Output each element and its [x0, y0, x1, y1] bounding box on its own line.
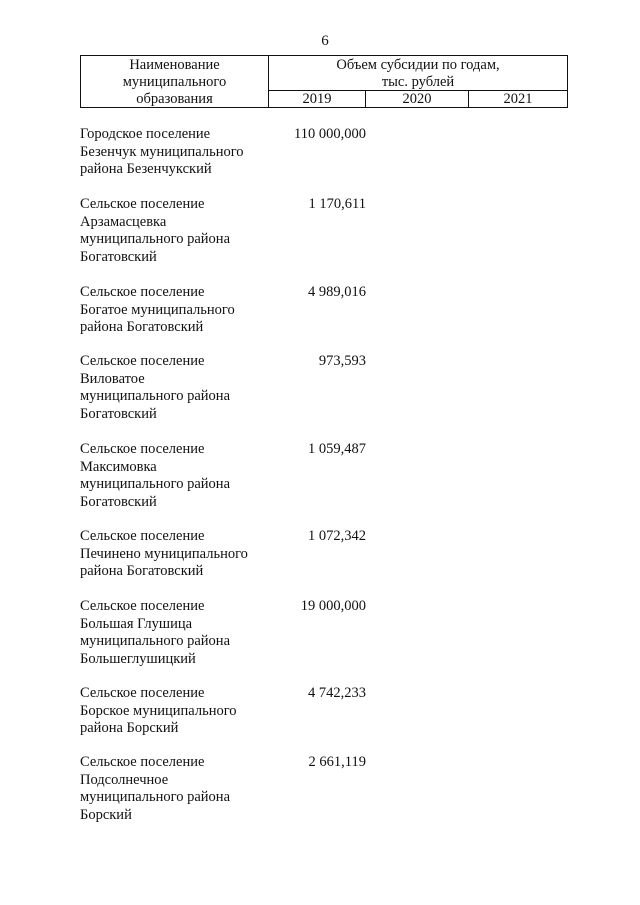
entry-name — [80, 598, 265, 668]
entry-value-2019: 1 059,487 — [308, 441, 366, 457]
header-name-column — [81, 56, 269, 107]
entry-name-line: муниципального района — [80, 633, 230, 649]
header-year-2020: 2020 — [366, 91, 469, 107]
entry-name-line: Богатовский — [80, 248, 157, 265]
entry-name — [80, 528, 265, 581]
entry-name-line: Сельское поселение — [80, 754, 205, 770]
entry-value-2019: 4 742,233 — [308, 685, 366, 701]
page-number: 6 — [321, 33, 329, 49]
header-years-row — [269, 91, 567, 107]
entry-name-line: Сельское поселение — [80, 598, 205, 614]
entry-name — [80, 441, 265, 511]
entry-value-2019: 19 000,000 — [300, 598, 366, 614]
entry-name-line: Сельское поселение — [80, 284, 205, 300]
entry-name-line: Большеглушицкий — [80, 650, 196, 667]
entry-name-line: района Богатовский — [80, 319, 204, 335]
entry-name-line: района Безенчукский — [80, 161, 212, 177]
entry-name-line: Городское поселение — [80, 126, 211, 142]
entry-name-line: Сельское поселение — [80, 528, 205, 544]
entry-name-line: муниципального района — [80, 231, 230, 247]
entry-name-line: Безенчук муниципального — [80, 143, 244, 160]
entry-name — [80, 126, 265, 179]
header-subsidy-column — [269, 56, 567, 107]
entry-name-line: Богатовский — [80, 405, 157, 422]
header-year-2021: 2021 — [503, 91, 533, 107]
entry-name — [80, 353, 265, 423]
entry-name — [80, 754, 265, 824]
entry-value-2019: 4 989,016 — [308, 284, 366, 300]
entry-value-2019: 1 170,611 — [308, 196, 366, 212]
entry-value-2019: 973,593 — [318, 353, 366, 369]
entry-name-line: Борское муниципального — [80, 702, 237, 719]
entry-name — [80, 196, 265, 266]
header-name-line: образования — [136, 91, 213, 107]
entry-name-line: Сельское поселение — [80, 353, 205, 369]
header-name-line: Наименование — [129, 57, 220, 73]
entry-name-line: муниципального района — [80, 789, 230, 805]
entry-value-2019: 110 000,000 — [294, 126, 366, 142]
header-name-line: муниципального — [122, 74, 227, 90]
entry-name-line: Большая Глушица — [80, 615, 193, 632]
entry-name-line: Борский — [80, 806, 132, 823]
entry-name-line: Максимовка — [80, 458, 157, 475]
entry-name-line: района Борский — [80, 720, 179, 736]
entry-name-line: Виловатое — [80, 370, 145, 387]
header-subsidy-line: Объем субсидии по годам, — [336, 57, 500, 73]
entry-value-2019: 2 661,119 — [308, 754, 366, 770]
entry-name-line: Сельское поселение — [80, 196, 205, 212]
entry-name-line: Подсолнечное — [80, 771, 169, 788]
header-subsidy-line: тыс. рублей — [381, 74, 455, 90]
entry-name-line: Сельское поселение — [80, 441, 205, 457]
entry-name-line: Богатовский — [80, 493, 157, 510]
entry-name — [80, 685, 265, 738]
entry-name-line: Печинено муниципального — [80, 545, 248, 562]
entry-name-line: муниципального района — [80, 476, 230, 492]
entry-name-line: Богатое муниципального — [80, 301, 235, 318]
table-header — [80, 55, 568, 108]
entry-name-line: муниципального района — [80, 388, 230, 404]
entry-name — [80, 284, 265, 337]
header-year-2019: 2019 — [269, 91, 366, 107]
entry-value-2019: 1 072,342 — [308, 528, 366, 544]
header-subsidy-title — [269, 56, 567, 91]
entry-name-line: района Богатовский — [80, 563, 204, 579]
entry-name-line: Сельское поселение — [80, 685, 205, 701]
entry-name-line: Арзамасцевка — [80, 213, 167, 230]
